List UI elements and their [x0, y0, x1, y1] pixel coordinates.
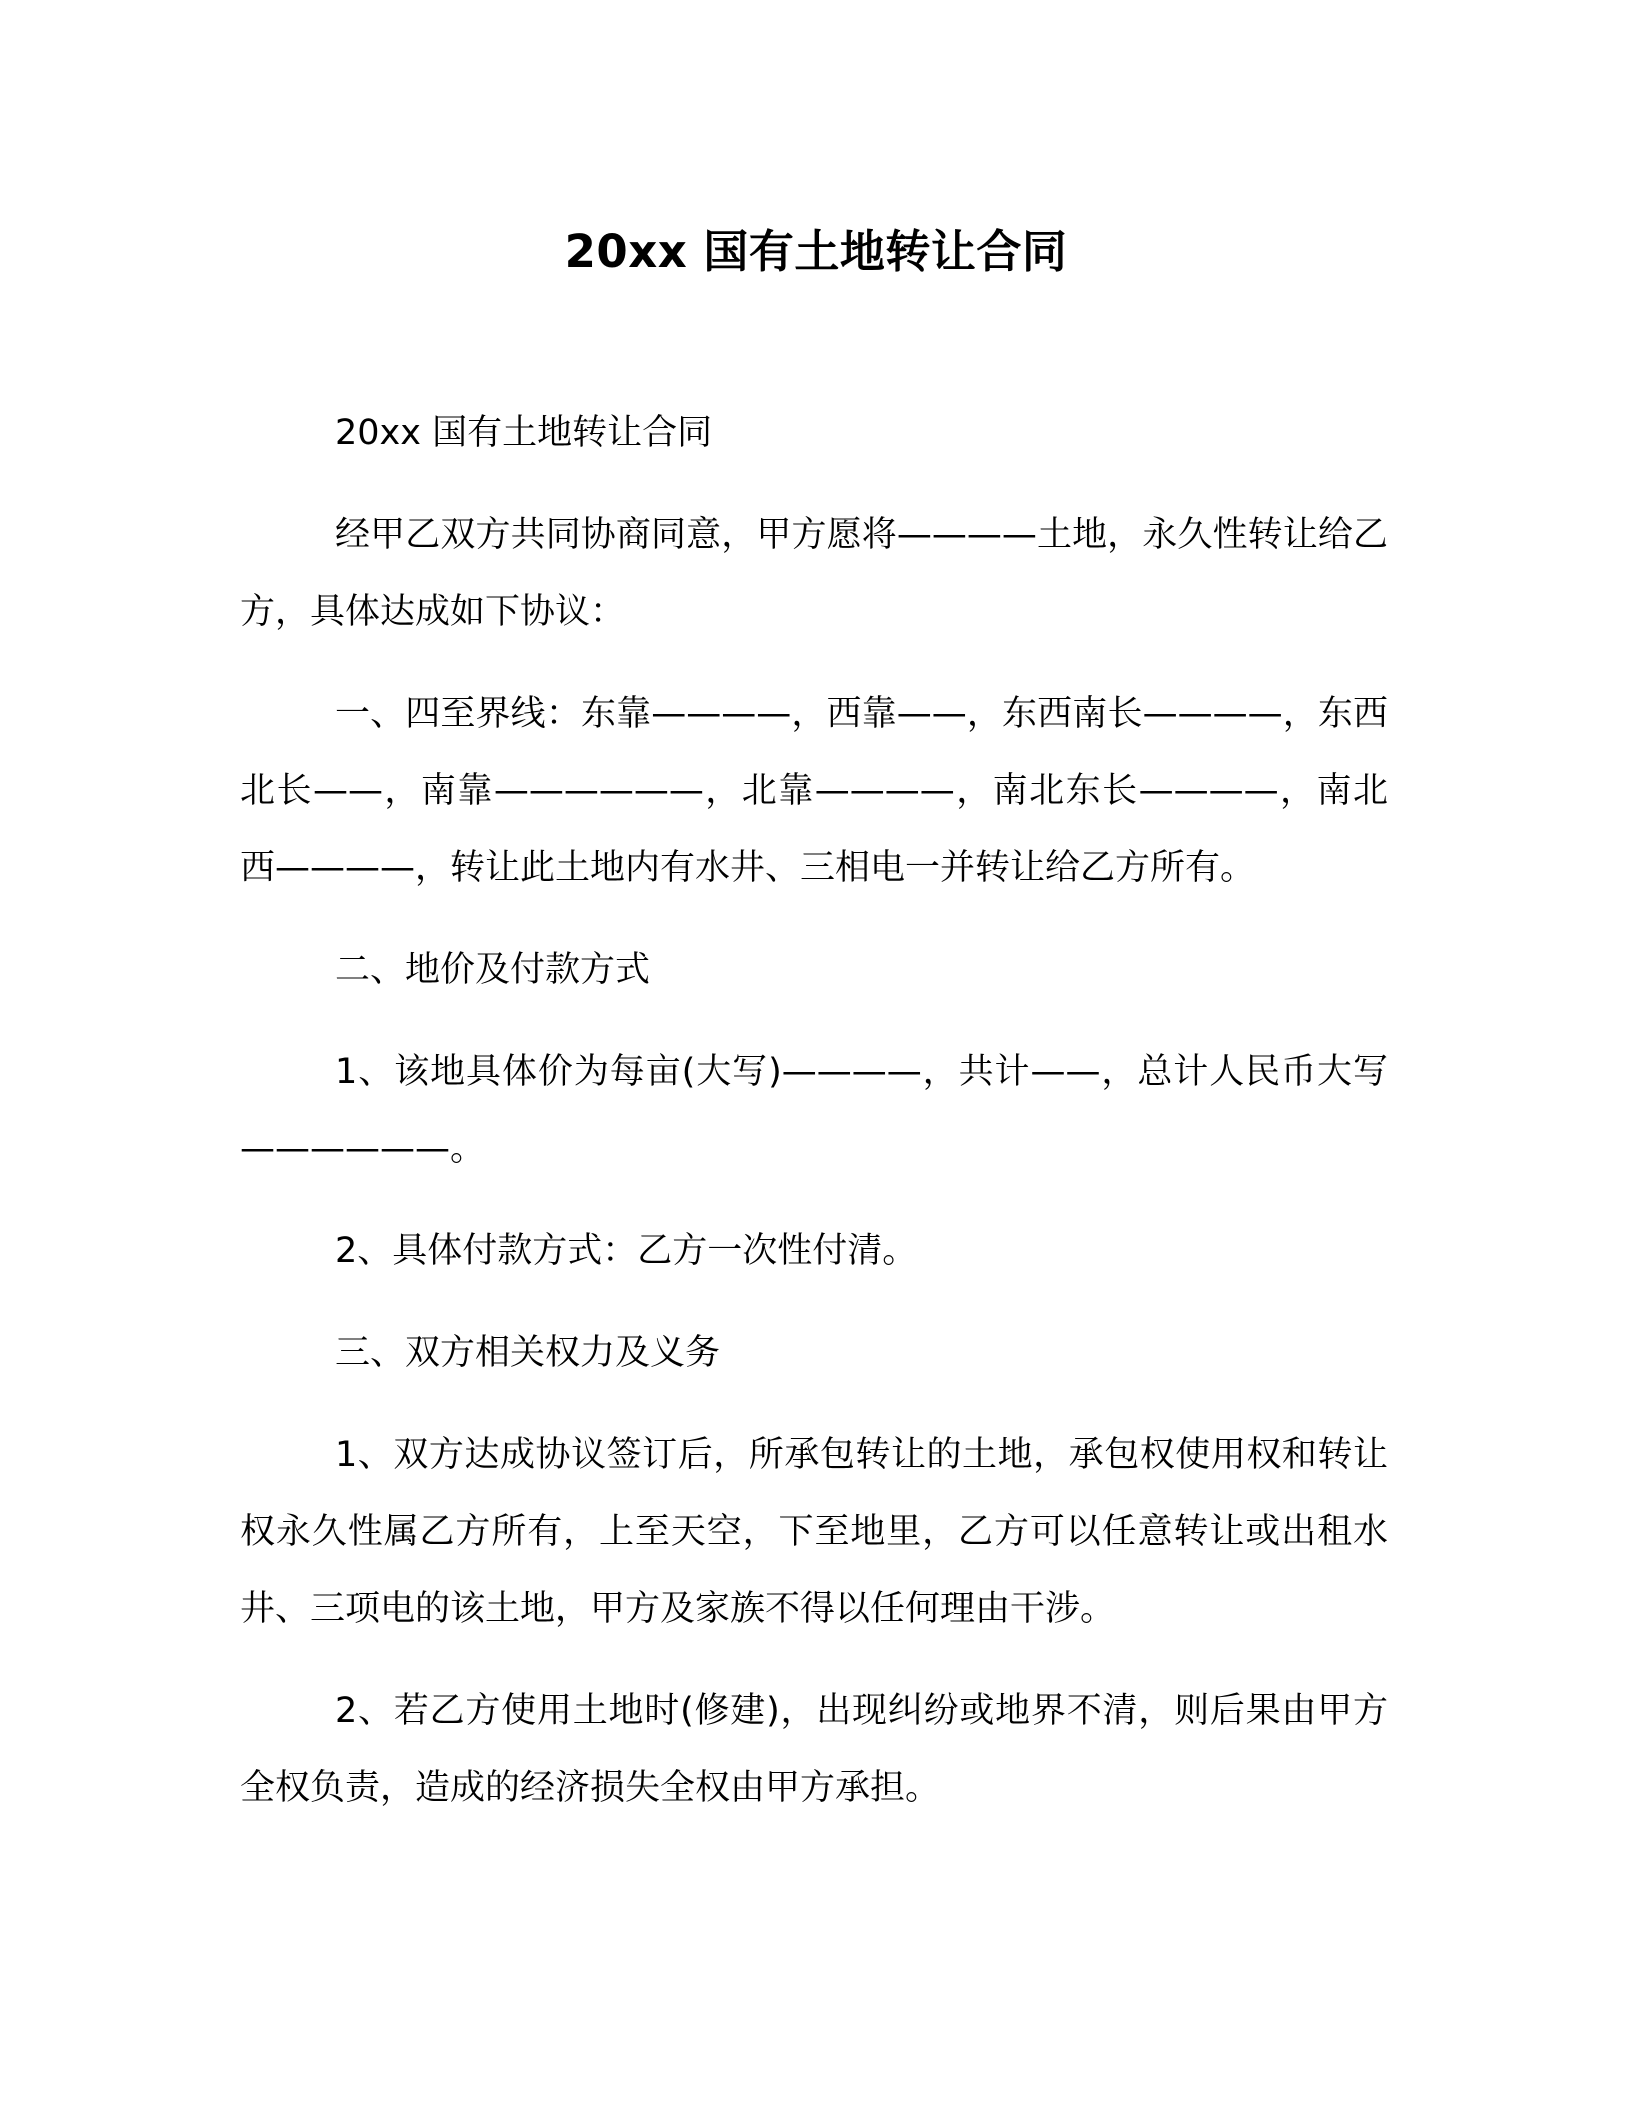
document-title: 20xx 国有土地转让合同 [564, 225, 1068, 278]
paragraph-rights-2: 2、若乙方使用土地时(修建)，出现纠纷或地界不清，则后果由甲方全权负责，造成的经济损失全权由甲方承担。 [240, 1691, 1388, 1808]
paragraph-heading: 20xx 国有土地转让合同 [335, 413, 713, 453]
paragraph-intro: 经甲乙双方共同协商同意，甲方愿将————土地，永久性转让给乙方，具体达成如下协议： [240, 515, 1388, 632]
paragraph-price: 1、该地具体价为每亩(大写)————，共计——，总计人民币大写——————。 [240, 1052, 1388, 1169]
document-body [240, 395, 1388, 1852]
paragraph-boundaries: 一、四至界线：东靠————，西靠——，东西南长————，东西北长——，南靠——————，北靠————，南北东长————，南北西————，转让此土地内有水井、三相电一并转让给乙方所有。 [240, 694, 1388, 888]
section-heading-rights: 三、双方相关权力及义务 [335, 1333, 721, 1373]
paragraph-rights-1: 1、双方达成协议签订后，所承包转让的土地，承包权使用权和转让权永久性属乙方所有，上至天空，下至地里，乙方可以任意转让或出租水井、三项电的该土地，甲方及家族不得以任何理由干涉。 [240, 1435, 1388, 1629]
section-heading-payment: 二、地价及付款方式 [335, 950, 651, 990]
paragraph-payment-method: 2、具体付款方式：乙方一次性付清。 [335, 1231, 918, 1271]
